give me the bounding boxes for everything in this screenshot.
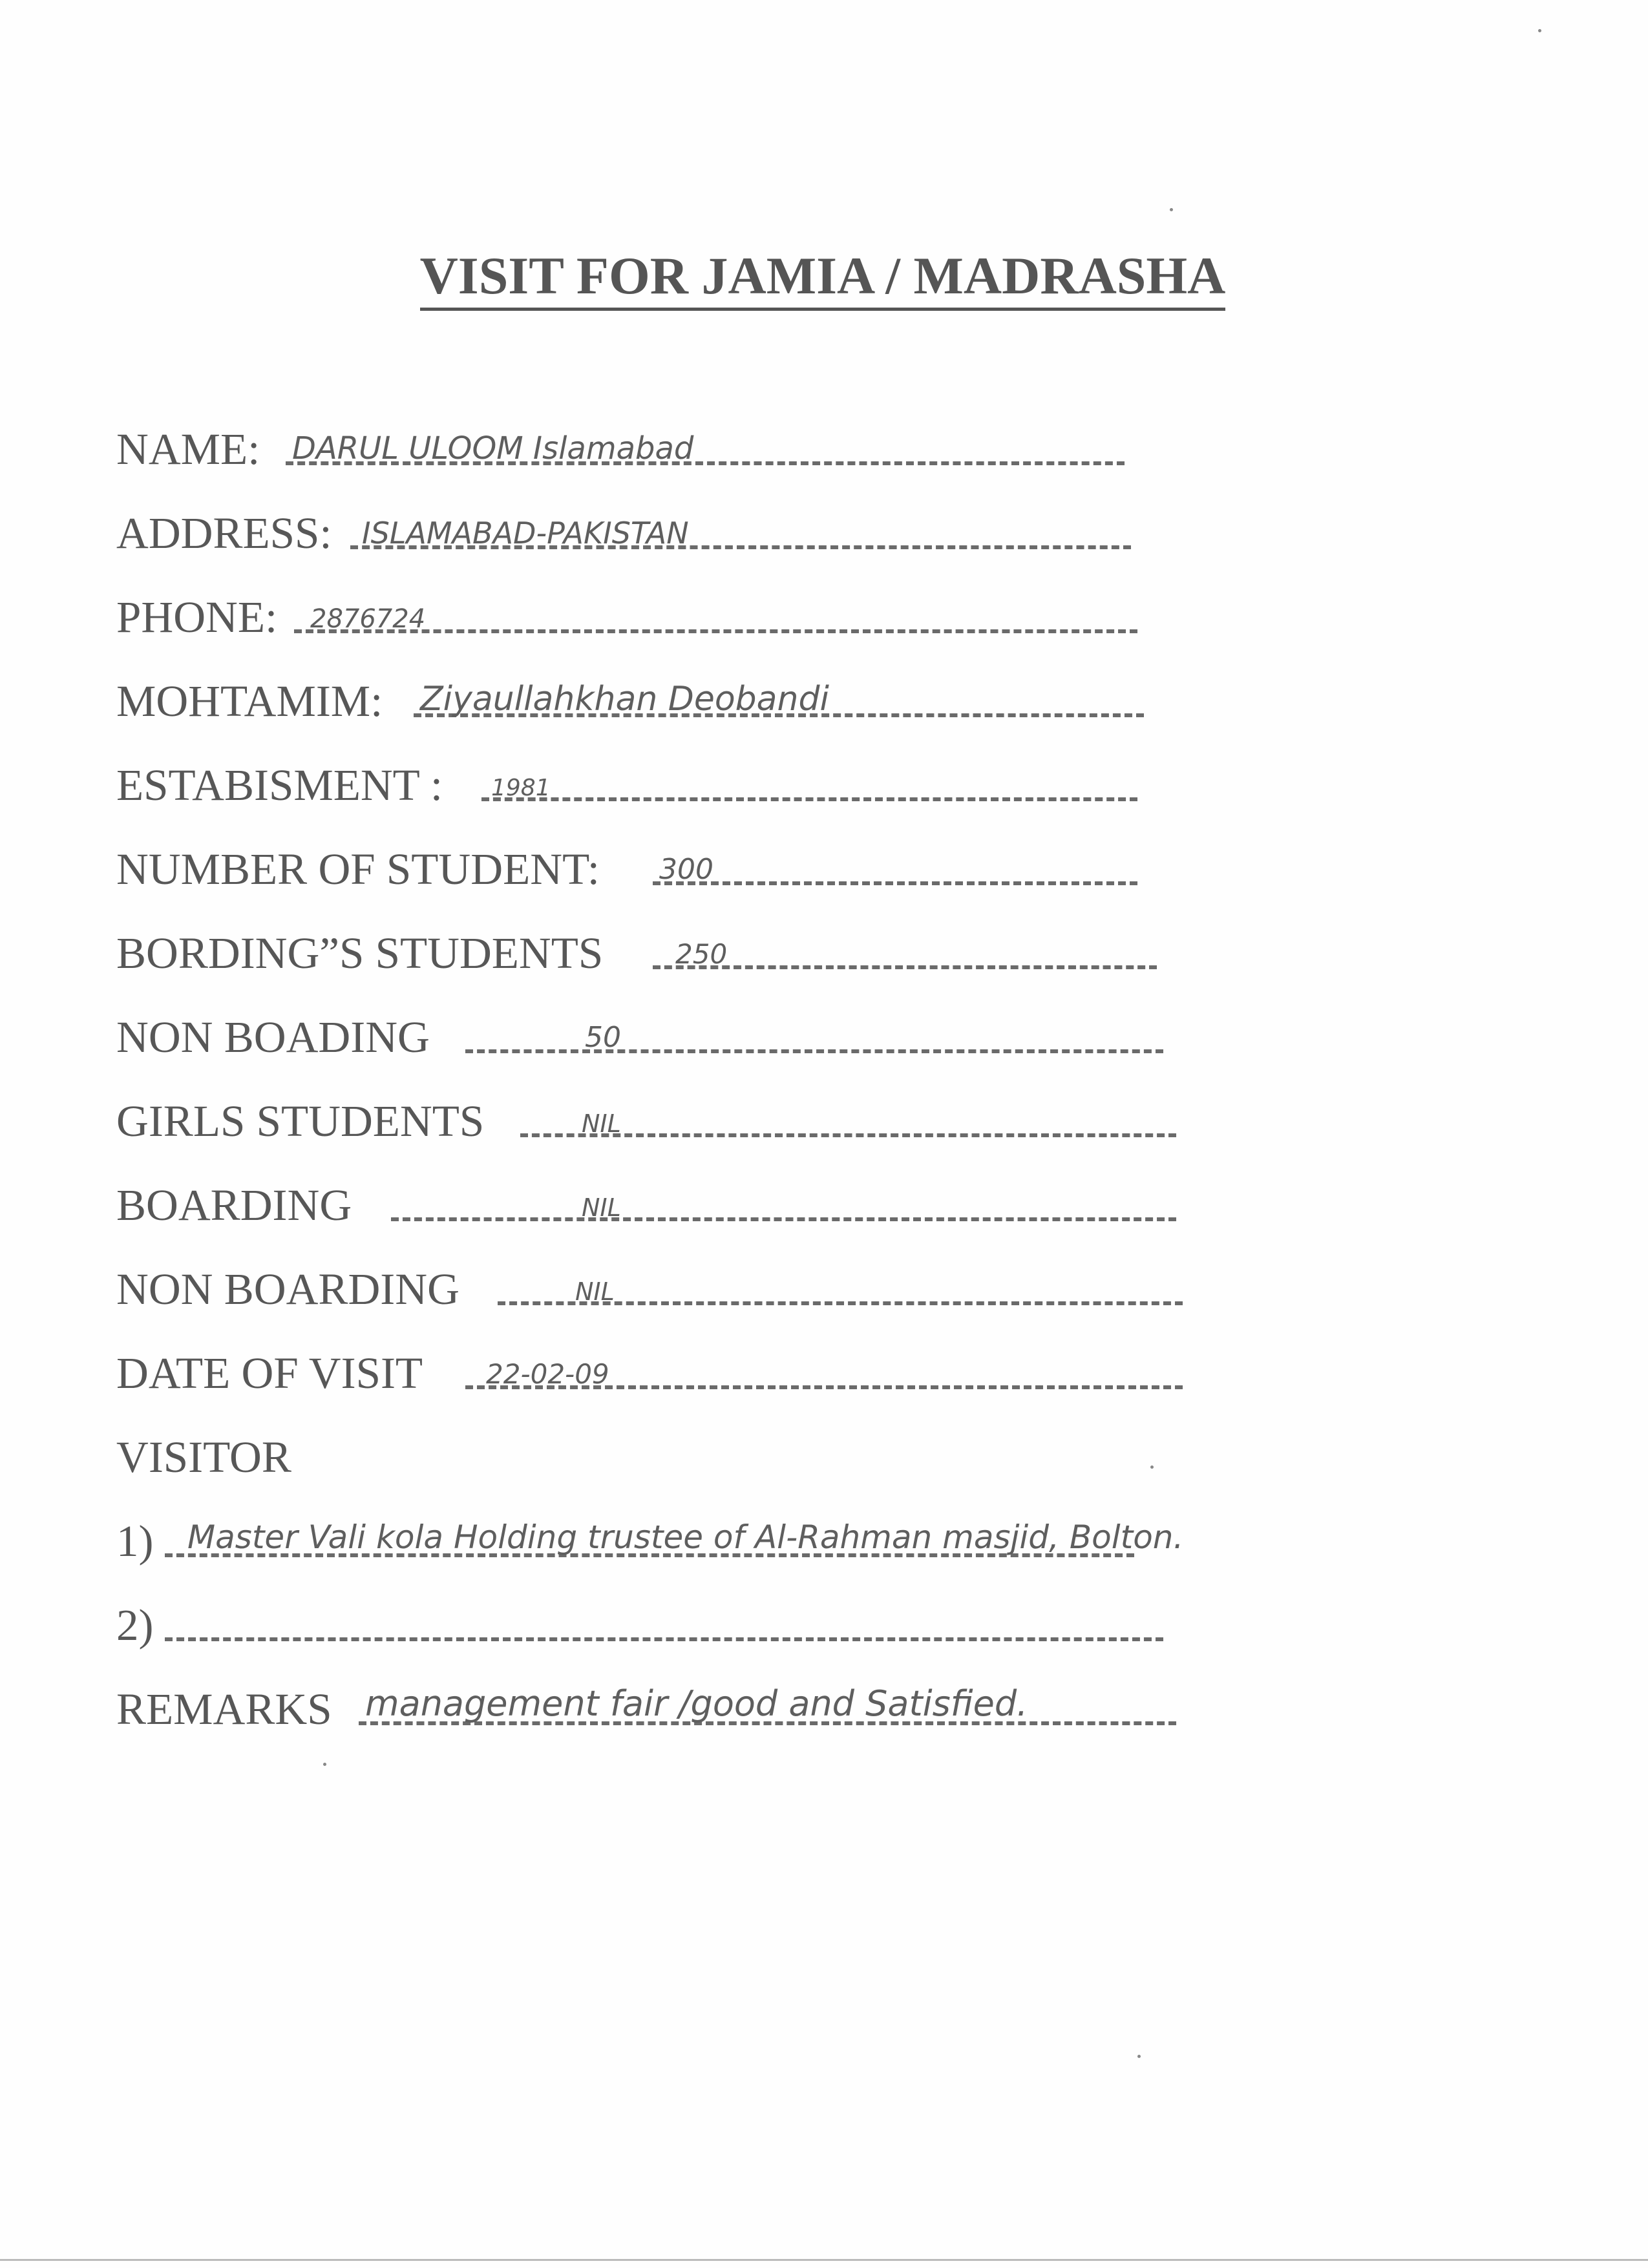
number-of-student-dash-line [653, 881, 1137, 885]
scan-speck [1538, 29, 1541, 32]
visitor-row [116, 1422, 504, 1480]
boarding-students-label: BORDING”S STUDENTS [116, 929, 604, 978]
number-of-student-label: NUMBER OF STUDENT: [116, 845, 600, 894]
non-boarding-dash-line [465, 1049, 1163, 1053]
form-title [0, 246, 1648, 311]
girls-non-boarding-label: NON BOARDING [116, 1265, 460, 1314]
mohtamim-label: MOHTAMIM: [116, 677, 383, 726]
girls-non-boarding-value[interactable]: NIL [575, 1277, 615, 1306]
phone-label: PHONE: [116, 593, 278, 642]
visitor-label: VISITOR [116, 1433, 291, 1482]
boarding-students-dash-line [653, 965, 1157, 969]
boarding-students-row [116, 918, 1157, 976]
visitor-2-dash-line [165, 1637, 1163, 1641]
establishment-dash-line [481, 797, 1137, 801]
address-value[interactable]: ISLAMABAD-PAKISTAN [362, 516, 689, 551]
girls-boarding-row [116, 1170, 1176, 1228]
establishment-row [116, 750, 1137, 808]
scan-bottom-edge [0, 2259, 1648, 2261]
visitor-2-row [116, 1590, 1163, 1648]
remarks-row [116, 1674, 1176, 1732]
name-value[interactable]: DARUL ULOOM Islamabad [292, 430, 694, 467]
date-of-visit-row [116, 1338, 1183, 1396]
visitor-2-label: 2) [116, 1601, 154, 1650]
number-of-student-value[interactable]: 300 [659, 853, 713, 886]
girls-non-boarding-row [116, 1254, 1183, 1312]
number-of-student-row [116, 834, 1137, 892]
scan-speck [323, 1763, 326, 1766]
visitor-1-row [116, 1506, 1570, 1564]
girls-boarding-label: BOARDING [116, 1181, 352, 1230]
scan-speck [1150, 1465, 1154, 1469]
address-label: ADDRESS: [116, 509, 332, 558]
phone-row [116, 582, 1137, 640]
name-label: NAME: [116, 425, 260, 474]
form-title-text: VISIT FOR JAMIA / MADRASHA [420, 246, 1226, 311]
girls-students-row [116, 1086, 1176, 1144]
girls-students-label: GIRLS STUDENTS [116, 1097, 485, 1146]
mohtamim-value[interactable]: Ziyaullahkhan Deobandi [420, 680, 829, 719]
boarding-students-value[interactable]: 250 [675, 938, 728, 970]
name-row [116, 414, 1125, 472]
remarks-value[interactable]: management fair /good and Satisfied. [365, 1683, 1028, 1724]
non-boarding-value[interactable]: 50 [585, 1021, 621, 1054]
phone-value[interactable]: 2876724 [310, 604, 426, 634]
mohtamim-row [116, 666, 1144, 724]
girls-boarding-value[interactable]: NIL [582, 1193, 621, 1222]
girls-students-value[interactable]: NIL [582, 1109, 621, 1138]
establishment-value[interactable]: 1981 [491, 775, 551, 801]
non-boarding-row [116, 1002, 1163, 1060]
address-row [116, 498, 1131, 556]
non-boarding-label: NON BOADING [116, 1013, 430, 1062]
scan-speck [1137, 2055, 1141, 2058]
visitor-1-label: 1) [116, 1517, 154, 1566]
establishment-label: ESTABISMENT : [116, 761, 443, 810]
girls-boarding-dash-line [391, 1217, 1176, 1221]
date-of-visit-value[interactable]: 22-02-09 [486, 1358, 609, 1390]
scan-speck [1170, 208, 1173, 211]
remarks-label: REMARKS [116, 1685, 332, 1734]
visitor-1-value[interactable]: Master Vali kola Holding trustee of Al-Rahman masjid, Bolton. [187, 1518, 1184, 1556]
date-of-visit-label: DATE OF VISIT [116, 1349, 423, 1398]
